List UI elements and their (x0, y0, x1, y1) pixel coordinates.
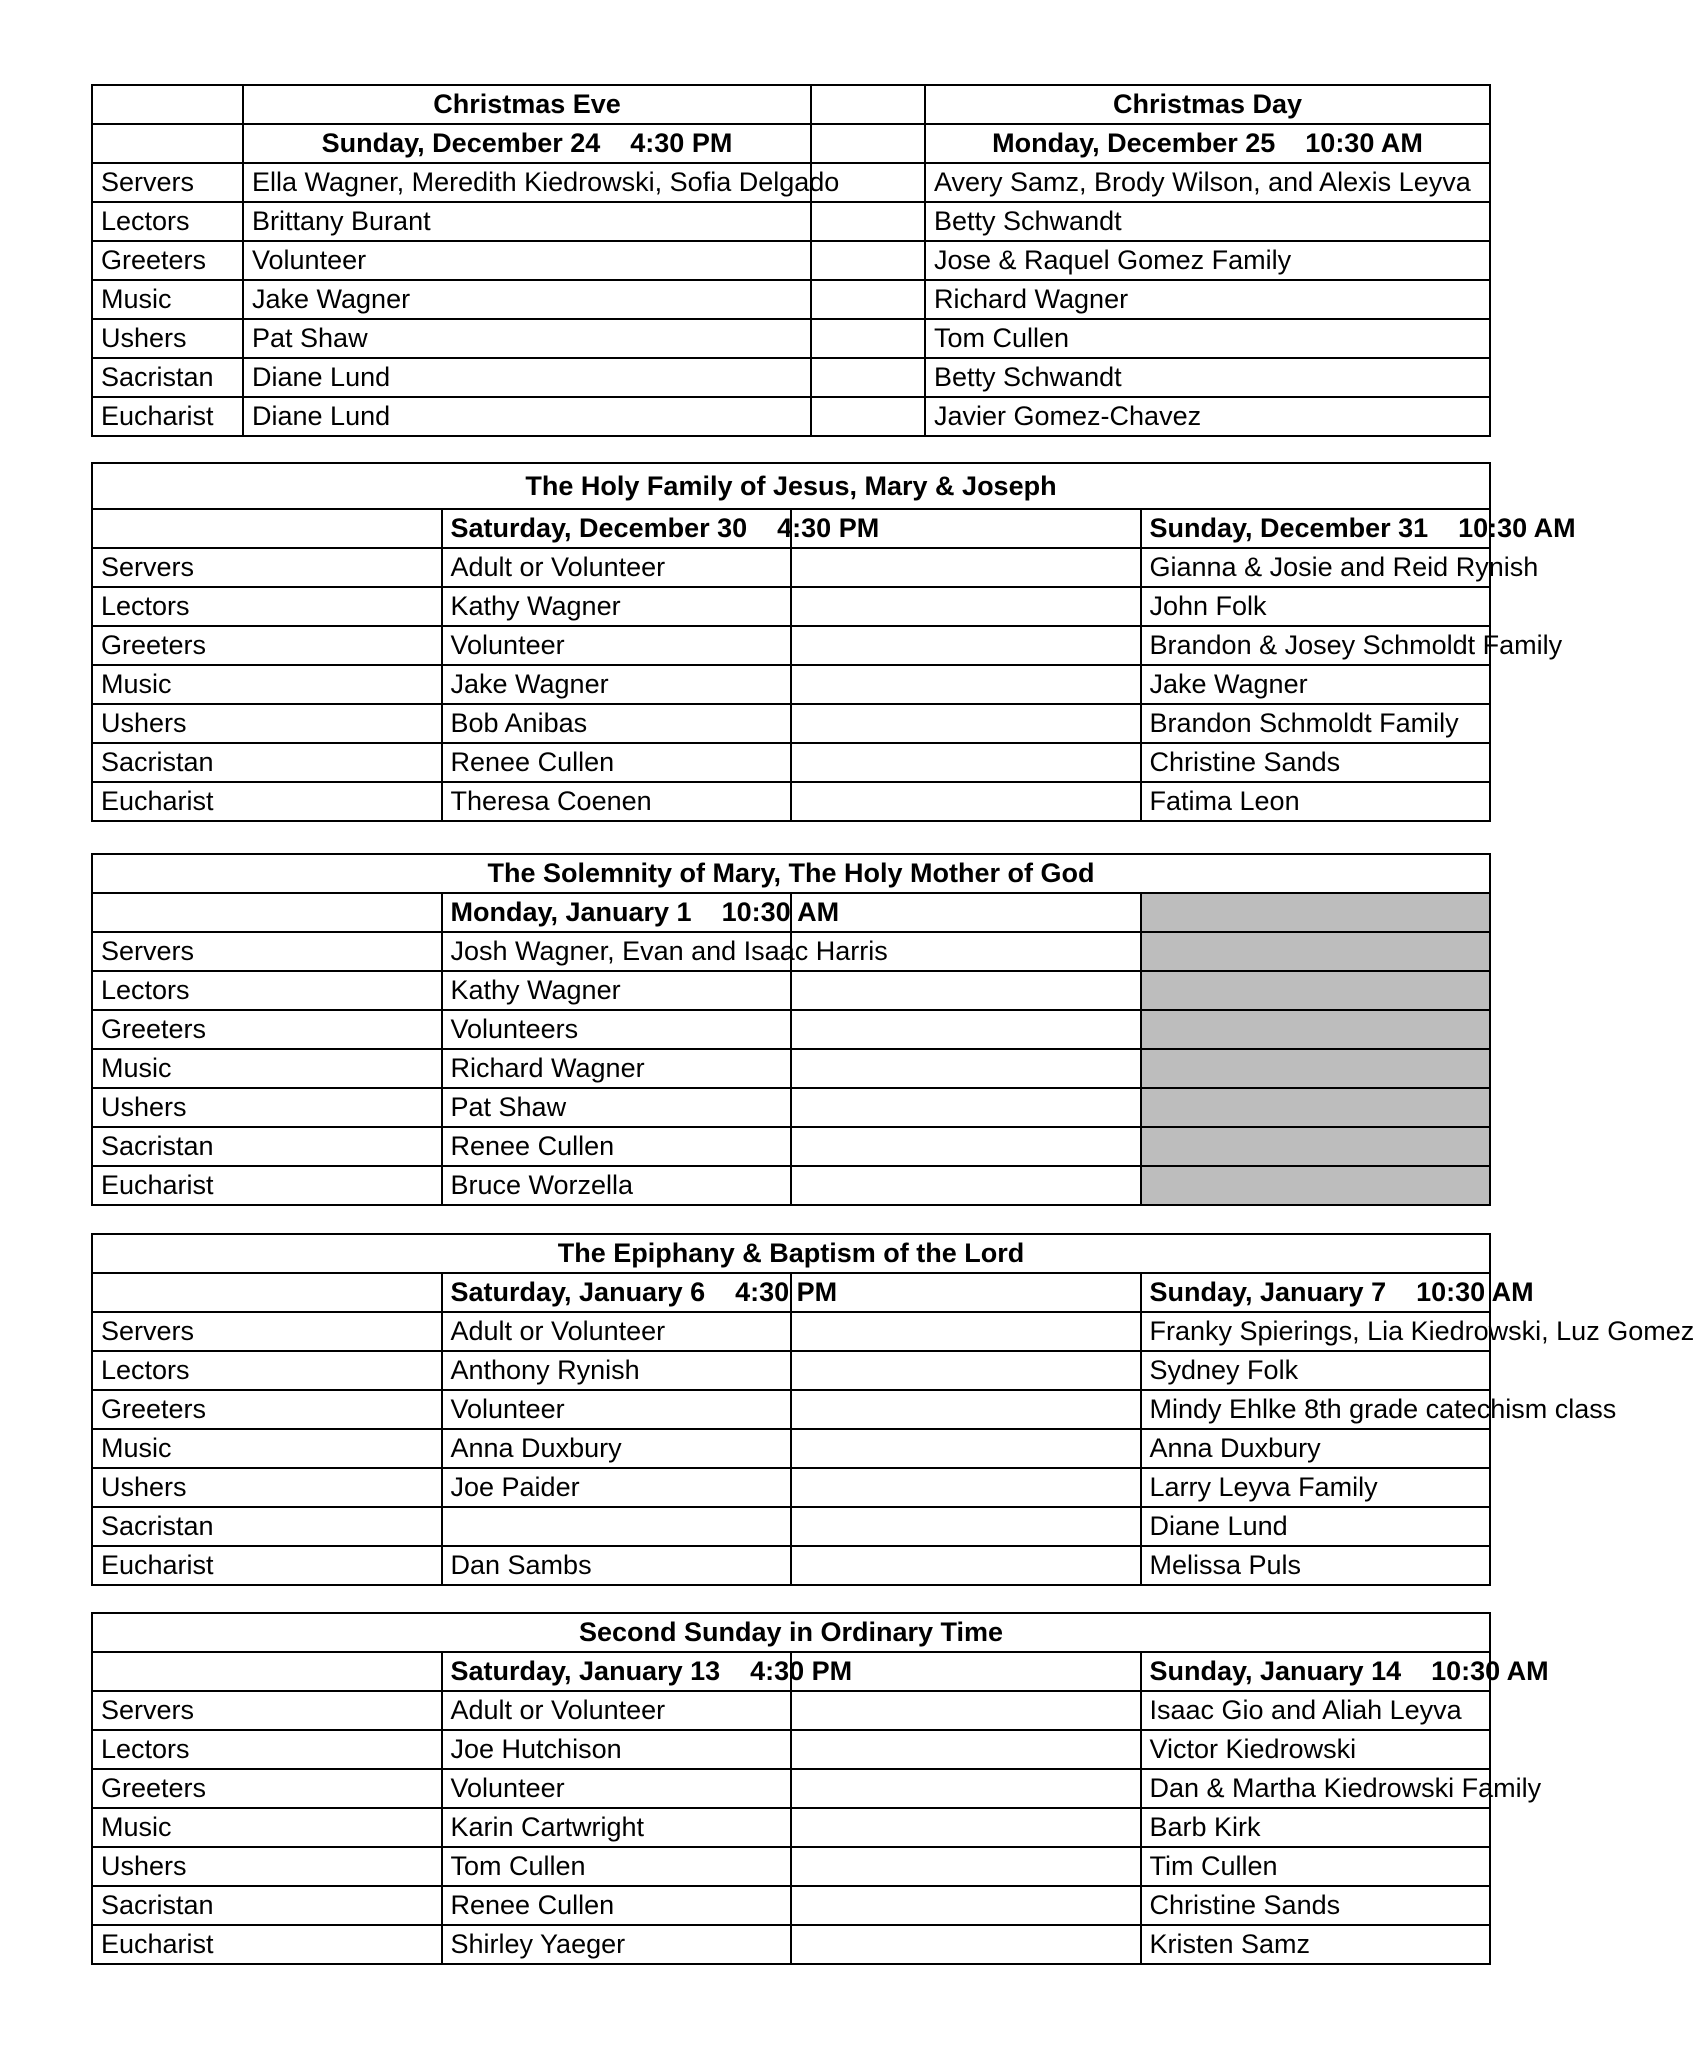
assignee-left: Josh Wagner, Evan and Isaac Harris (442, 932, 792, 971)
role-label: Lectors (92, 971, 442, 1010)
assignee-right: Betty Schwandt (925, 202, 1490, 241)
table-row (92, 1351, 1490, 1390)
table-row (92, 1730, 1490, 1769)
role-label: Lectors (92, 1730, 442, 1769)
assignee-right: Betty Schwandt (925, 358, 1490, 397)
assignee-right: Melissa Puls (1141, 1546, 1491, 1585)
assignee-left: Shirley Yaeger (442, 1925, 792, 1964)
date-row (92, 1273, 1490, 1312)
table-row (92, 280, 1490, 319)
assignee-left: Kathy Wagner (442, 587, 792, 626)
assignee-right: Barb Kirk (1141, 1808, 1491, 1847)
table-row (92, 1507, 1490, 1546)
role-label: Music (92, 1429, 442, 1468)
schedule-epiphany (91, 1233, 1694, 1586)
role-label: Eucharist (92, 782, 442, 821)
assignee-left: Renee Cullen (442, 743, 792, 782)
table-row (92, 241, 1490, 280)
role-label: Servers (92, 1312, 442, 1351)
role-label: Greeters (92, 1769, 442, 1808)
table-row (92, 1390, 1490, 1429)
role-label: Greeters (92, 1390, 442, 1429)
mass-date-left: Saturday, December 30 4:30 PM (442, 509, 792, 548)
assignee-right: Christine Sands (1141, 743, 1491, 782)
assignee-left: Pat Shaw (442, 1088, 792, 1127)
assignee-right: Tom Cullen (925, 319, 1490, 358)
assignee-left: Joe Paider (442, 1468, 792, 1507)
date-row (92, 893, 1490, 932)
mass-date-right: Sunday, January 7 10:30 AM (1141, 1273, 1491, 1312)
role-label: Servers (92, 1691, 442, 1730)
assignee-left: Volunteers (442, 1010, 792, 1049)
table-row (92, 163, 1490, 202)
role-label: Eucharist (92, 1166, 442, 1205)
table-row (92, 704, 1490, 743)
role-label: Greeters (92, 1010, 442, 1049)
assignee-left: Diane Lund (243, 397, 811, 436)
role-label: Greeters (92, 241, 243, 280)
assignee-right: Isaac Gio and Aliah Leyva (1141, 1691, 1491, 1730)
role-label: Lectors (92, 1351, 442, 1390)
role-label: Greeters (92, 626, 442, 665)
table-row (92, 743, 1490, 782)
table-row (92, 1769, 1490, 1808)
assignee-right: Avery Samz, Brody Wilson, and Alexis Leyva (925, 163, 1490, 202)
assignee-left: Renee Cullen (442, 1886, 792, 1925)
title-row (92, 463, 1490, 509)
role-label: Sacristan (92, 358, 243, 397)
assignee-left: Bruce Worzella (442, 1166, 792, 1205)
role-label: Ushers (92, 319, 243, 358)
assignee-left: Adult or Volunteer (442, 548, 792, 587)
schedule-table (91, 1612, 1549, 1965)
assignee-left: Karin Cartwright (442, 1808, 792, 1847)
shaded-cell (1141, 932, 1491, 971)
role-label: Ushers (92, 1847, 442, 1886)
assignee-left: Adult or Volunteer (442, 1691, 792, 1730)
table-row (92, 1925, 1490, 1964)
table-row (92, 1808, 1490, 1847)
shaded-cell (1141, 1010, 1491, 1049)
table-row (92, 1127, 1490, 1166)
role-label: Eucharist (92, 397, 243, 436)
assignee-left: Volunteer (442, 1390, 792, 1429)
table-row (92, 1546, 1490, 1585)
assignee-left: Joe Hutchison (442, 1730, 792, 1769)
schedule-ordinary-time (91, 1612, 1549, 1965)
mass-date-right: Monday, December 25 10:30 AM (925, 124, 1490, 163)
assignee-left: Theresa Coenen (442, 782, 792, 821)
role-label: Servers (92, 548, 442, 587)
mass-date-left: Sunday, December 24 4:30 PM (243, 124, 811, 163)
role-label: Music (92, 1049, 442, 1088)
assignee-right: Richard Wagner (925, 280, 1490, 319)
assignee-left: Anna Duxbury (442, 1429, 792, 1468)
table-row (92, 1886, 1490, 1925)
assignee-right: Brandon & Josey Schmoldt Family (1141, 626, 1491, 665)
role-label: Music (92, 280, 243, 319)
table-row (92, 358, 1490, 397)
mass-date-left: Saturday, January 13 4:30 PM (442, 1652, 792, 1691)
schedule-table (91, 84, 1491, 437)
assignee-right: Mindy Ehlke 8th grade catechism class (1141, 1390, 1491, 1429)
title-row (92, 1613, 1490, 1652)
table-row (92, 1166, 1490, 1205)
role-label: Sacristan (92, 1886, 442, 1925)
assignee-right: Dan & Martha Kiedrowski Family (1141, 1769, 1491, 1808)
shaded-cell (1141, 971, 1491, 1010)
title-row (92, 1234, 1490, 1273)
schedule-table (91, 462, 1576, 822)
section-title: The Solemnity of Mary, The Holy Mother of God (92, 854, 1490, 893)
date-row (92, 509, 1490, 548)
table-row (92, 319, 1490, 358)
assignee-left: Bob Anibas (442, 704, 792, 743)
shaded-cell (1141, 1049, 1491, 1088)
section-title-right: Christmas Day (925, 85, 1490, 124)
shaded-cell (1141, 1127, 1491, 1166)
assignee-right: Jake Wagner (1141, 665, 1491, 704)
assignee-left: Tom Cullen (442, 1847, 792, 1886)
role-label: Lectors (92, 202, 243, 241)
table-row (92, 1312, 1490, 1351)
table-row (92, 202, 1490, 241)
role-label: Sacristan (92, 1507, 442, 1546)
assignee-left: Pat Shaw (243, 319, 811, 358)
assignee-right: Javier Gomez-Chavez (925, 397, 1490, 436)
assignee-right: Gianna & Josie and Reid Rynish (1141, 548, 1491, 587)
schedule-table (91, 1233, 1694, 1586)
table-row (92, 1429, 1490, 1468)
assignee-left: Jake Wagner (243, 280, 811, 319)
assignee-left: Volunteer (442, 626, 792, 665)
title-row (92, 85, 1490, 124)
assignee-right: Diane Lund (1141, 1507, 1491, 1546)
assignee-right: Jose & Raquel Gomez Family (925, 241, 1490, 280)
section-title: The Epiphany & Baptism of the Lord (92, 1234, 1490, 1273)
role-label: Servers (92, 163, 243, 202)
table-row (92, 587, 1490, 626)
table-row (92, 971, 1490, 1010)
role-label: Ushers (92, 1468, 442, 1507)
assignee-right: Anna Duxbury (1141, 1429, 1491, 1468)
title-row (92, 854, 1490, 893)
date-row (92, 1652, 1490, 1691)
assignee-left: Jake Wagner (442, 665, 792, 704)
role-label: Music (92, 1808, 442, 1847)
mass-date-left: Saturday, January 6 4:30 PM (442, 1273, 792, 1312)
mass-date-right: Sunday, December 31 10:30 AM (1141, 509, 1491, 548)
schedule-holy-family (91, 462, 1576, 822)
assignee-left: Volunteer (442, 1769, 792, 1808)
table-row (92, 1847, 1490, 1886)
assignee-right: Victor Kiedrowski (1141, 1730, 1491, 1769)
assignee-right: Fatima Leon (1141, 782, 1491, 821)
role-label: Ushers (92, 704, 442, 743)
assignee-right: Larry Leyva Family (1141, 1468, 1491, 1507)
assignee-left: Ella Wagner, Meredith Kiedrowski, Sofia Delgado (243, 163, 811, 202)
table-row (92, 548, 1490, 587)
role-label: Servers (92, 932, 442, 971)
schedule-christmas (91, 84, 1491, 437)
assignee-right: John Folk (1141, 587, 1491, 626)
table-row (92, 782, 1490, 821)
section-title: The Holy Family of Jesus, Mary & Joseph (92, 463, 1490, 509)
table-row (92, 1468, 1490, 1507)
shaded-cell (1141, 1166, 1491, 1205)
section-title: Second Sunday in Ordinary Time (92, 1613, 1490, 1652)
assignee-left: Dan Sambs (442, 1546, 792, 1585)
table-row (92, 1691, 1490, 1730)
table-row (92, 626, 1490, 665)
assignee-right: Franky Spierings, Lia Kiedrowski, Luz Gomez (1141, 1312, 1491, 1351)
role-label: Music (92, 665, 442, 704)
shaded-cell (1141, 893, 1491, 932)
assignee-left: Renee Cullen (442, 1127, 792, 1166)
assignee-left: Kathy Wagner (442, 971, 792, 1010)
schedule-solemnity-mary (91, 853, 1491, 1206)
assignee-right: Brandon Schmoldt Family (1141, 704, 1491, 743)
date-row (92, 124, 1490, 163)
assignee-right: Kristen Samz (1141, 1925, 1491, 1964)
role-label: Sacristan (92, 743, 442, 782)
assignee-left: Diane Lund (243, 358, 811, 397)
mass-date-right: Sunday, January 14 10:30 AM (1141, 1652, 1491, 1691)
assignee-left: Adult or Volunteer (442, 1312, 792, 1351)
mass-date-left: Monday, January 1 10:30 AM (442, 893, 792, 932)
role-label: Eucharist (92, 1546, 442, 1585)
role-label: Eucharist (92, 1925, 442, 1964)
role-label: Sacristan (92, 1127, 442, 1166)
assignee-right: Sydney Folk (1141, 1351, 1491, 1390)
assignee-right: Christine Sands (1141, 1886, 1491, 1925)
table-row (92, 1088, 1490, 1127)
schedule-table (91, 853, 1491, 1206)
role-label: Ushers (92, 1088, 442, 1127)
table-row (92, 665, 1490, 704)
table-row (92, 397, 1490, 436)
assignee-right: Tim Cullen (1141, 1847, 1491, 1886)
role-label: Lectors (92, 587, 442, 626)
shaded-cell (1141, 1088, 1491, 1127)
table-row (92, 1010, 1490, 1049)
table-row (92, 932, 1490, 971)
assignee-left: Volunteer (243, 241, 811, 280)
assignee-left: Richard Wagner (442, 1049, 792, 1088)
table-row (92, 1049, 1490, 1088)
assignee-left (442, 1507, 792, 1546)
assignee-left: Anthony Rynish (442, 1351, 792, 1390)
section-title-left: Christmas Eve (243, 85, 811, 124)
assignee-left: Brittany Burant (243, 202, 811, 241)
